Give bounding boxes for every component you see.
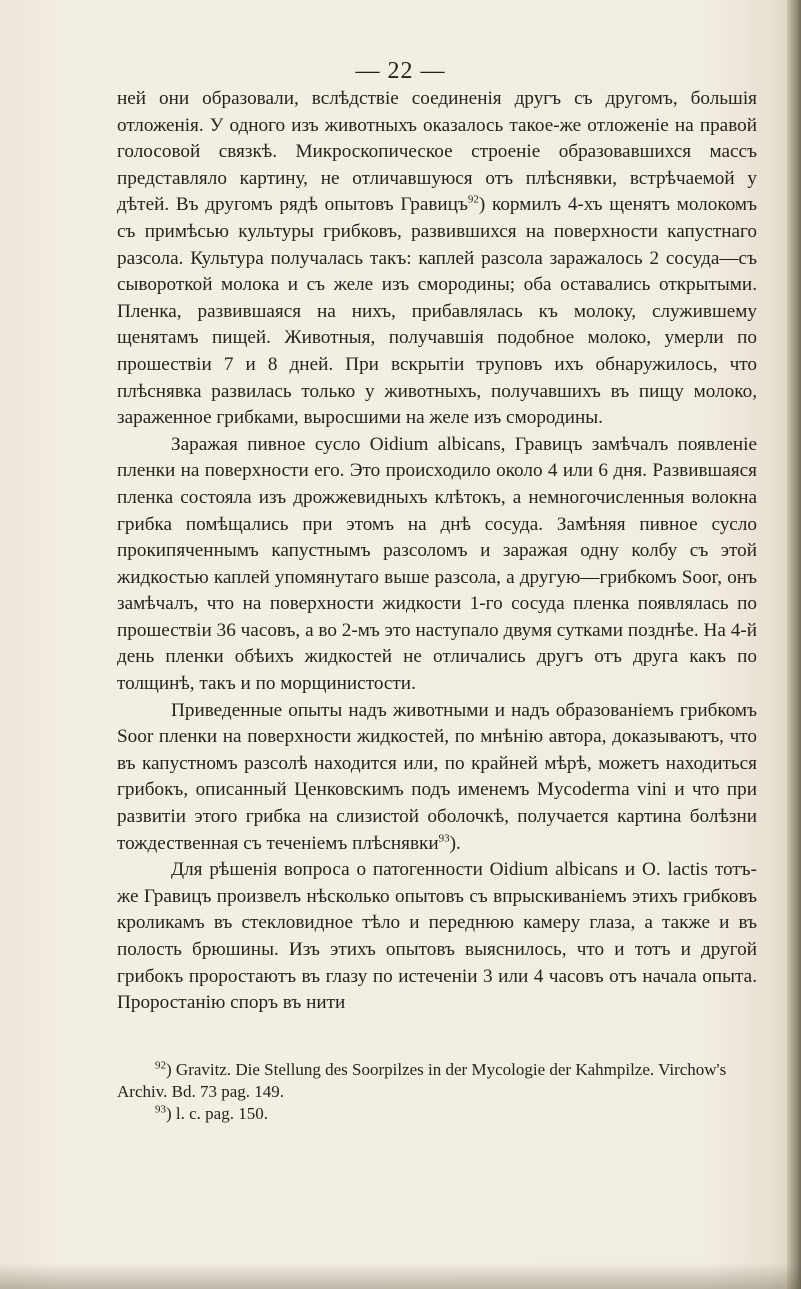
- paragraph: [117, 432, 757, 698]
- footnote-label: 93: [155, 1103, 166, 1116]
- paragraph-text: Для рѣшенія вопроса о патогенности Oidium albicans и O. lactis тотъ-же Гравицъ произвелъ нѣсколько опытовъ съ впрыскиваніемъ этихъ грибковъ кроликамъ въ стекловидное тѣло и переднюю камеру глаза, а также и въ полость брюшины. Изъ этихъ опытовъ выяснилось, что и тотъ и другой грибокъ проростаютъ въ глазу по истеченіи 3 или 4 часовъ отъ начала опыта. Проростанію споръ въ нити: [117, 859, 757, 1014]
- paragraph: [117, 857, 757, 1017]
- paragraph: [117, 86, 757, 432]
- paragraph-text: Заражая пивное сусло Oidium albicans, Гравицъ замѣчалъ появленіе пленки на поверхности его. Это происходило около 4 или 6 дня. Развившаяся пленка состояла изъ дрожжевидныхъ клѣтокъ, а немногочисленныя волокна грибка помѣщались при этомъ на днѣ сосуда. Замѣняя пивное сусло прокипяченнымъ капустнымъ разсоломъ и заражая одну колбу съ этой жидкостью каплей упомянутаго выше разсола, а другую—грибкомъ Soor, онъ замѣчалъ, что на поверхности жидкости 1-го сосуда пленка появлялась по прошествіи 36 часовъ, а во 2-мъ это наступало двумя сутками позднѣе. На 4-й день пленки обѣихъ жидкостей не отличались другъ отъ друга какъ по толщинѣ, такъ и по морщинистости.: [117, 433, 757, 695]
- footnote-marker: 93: [438, 832, 450, 845]
- page-edge: [787, 0, 801, 1289]
- page-bottom-shadow: [0, 1263, 801, 1289]
- footnote: [117, 1059, 757, 1103]
- footnote: [117, 1103, 757, 1125]
- paragraph: [117, 698, 757, 858]
- footnotes: [117, 1059, 757, 1125]
- footnote-label: 92: [155, 1059, 166, 1072]
- footnote-text: ) Gravitz. Die Stellung des Soorpilzes in der Mycologie der Kahmpilze. Virchow's Archiv. Bd. 73 pag. 149.: [117, 1060, 727, 1101]
- paragraph-text: ) кормилъ 4-хъ щенятъ молокомъ съ примѣсью культуры грибковъ, развившихся на поверхности капустнаго разсола. Культура получалась такъ: каплей разсола заражалось 2 сосуда—съ сывороткой молока и съ желе изъ смородины; оба оставались открытыми. Пленка, развившаяся на нихъ, прибавлялась къ молоку, служившему щенятамъ пищей. Животныя, получавшія подобное молоко, умерли по прошествіи 7 и 8 дней. При вскрытіи труповъ ихъ обнаружилось, что плѣснявка развилась только у животныхъ, получавшихъ въ пищу молоко, зараженное грибками, выросшими на желе изъ смородины.: [117, 194, 757, 429]
- paragraph-text: Приведенные опыты надъ животными и надъ образованіемъ грибкомъ Soor пленки на поверхности жидкостей, по мнѣнію автора, доказываютъ, что въ капустномъ разсолѣ находится или, по крайней мѣрѣ, можетъ находиться грибокъ, описанный Ценковскимъ подъ именемъ Mycoderma vini и что при развитіи этого грибка на слизистой оболочкѣ, получается картина болѣзни тождественная съ теченіемъ плѣснявки: [117, 699, 757, 854]
- page-number: — 22 —: [355, 58, 446, 84]
- paragraph-text: ).: [449, 832, 461, 854]
- main-text: [117, 86, 757, 1017]
- footnote-text: ) l. c. pag. 150.: [166, 1104, 268, 1123]
- footnote-marker: 92: [467, 193, 479, 206]
- paragraph-text: ней они образовали, вслѣдствіе соединенія другъ съ другомъ, большія отложенія. У одного изъ животныхъ оказалось такое-же отложеніе на правой голосовой связкѣ. Микроскопическое строеніе образовавшихся массъ представляло картину, не отличавшуюся отъ плѣснявки, встрѣчаемой у дѣтей. Въ другомъ рядѣ опытовъ Гравицъ: [117, 88, 757, 216]
